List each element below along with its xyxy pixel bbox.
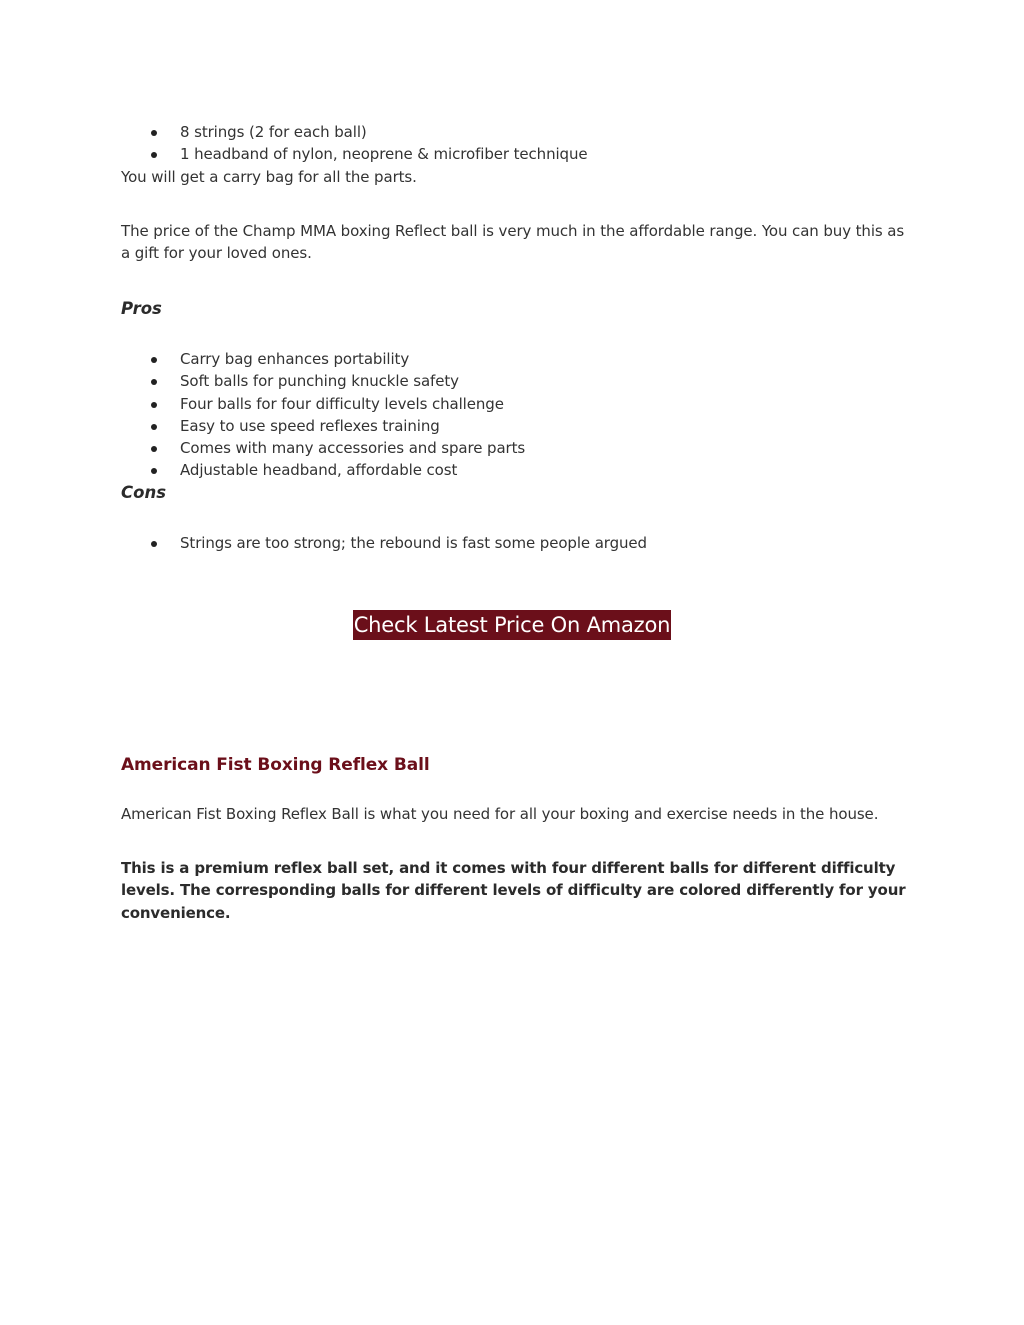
list-item: Four balls for four difficulty levels challenge (121, 393, 911, 415)
cta-wrapper (0, 610, 1024, 640)
section-title: American Fist Boxing Reflex Ball (121, 755, 430, 775)
list-item: Easy to use speed reflexes training (121, 415, 911, 437)
bullet-icon (151, 379, 157, 385)
bullet-icon (151, 152, 157, 158)
bullet-icon (151, 357, 157, 363)
bullet-icon (151, 446, 157, 452)
list-item: 1 headband of nylon, neoprene & microfiber technique (121, 143, 911, 165)
list-item: Carry bag enhances portability (121, 348, 911, 370)
section-bold-paragraph: This is a premium reflex ball set, and it comes with four different balls for different difficulty levels. The corresponding balls for different levels of difficulty are colored differently for your convenience. (121, 859, 906, 922)
section-intro-paragraph: American Fist Boxing Reflex Ball is what you need for all your boxing and exercise needs in the house. (121, 805, 879, 823)
list-item: Soft balls for punching knuckle safety (121, 370, 911, 392)
cons-list (121, 532, 911, 554)
bullet-icon (151, 468, 157, 474)
pros-heading: Pros (121, 299, 162, 318)
cons-heading: Cons (121, 483, 167, 502)
check-price-button[interactable]: Check Latest Price On Amazon (353, 610, 672, 640)
list-item: Strings are too strong; the rebound is fast some people argued (121, 532, 911, 554)
bullet-icon (151, 424, 157, 430)
list-item: Comes with many accessories and spare parts (121, 437, 911, 459)
bullet-icon (151, 130, 157, 136)
price-paragraph: The price of the Champ MMA boxing Reflect ball is very much in the affordable range. You can buy this as a gift for your loved ones. (121, 222, 905, 263)
list-item: 8 strings (2 for each ball) (121, 121, 911, 143)
bullet-icon (151, 402, 157, 408)
intro-list (121, 121, 911, 166)
carry-bag-paragraph: You will get a carry bag for all the parts. (121, 168, 417, 186)
bullet-icon (151, 541, 157, 547)
list-item: Adjustable headband, affordable cost (121, 459, 911, 481)
pros-list (121, 348, 911, 482)
